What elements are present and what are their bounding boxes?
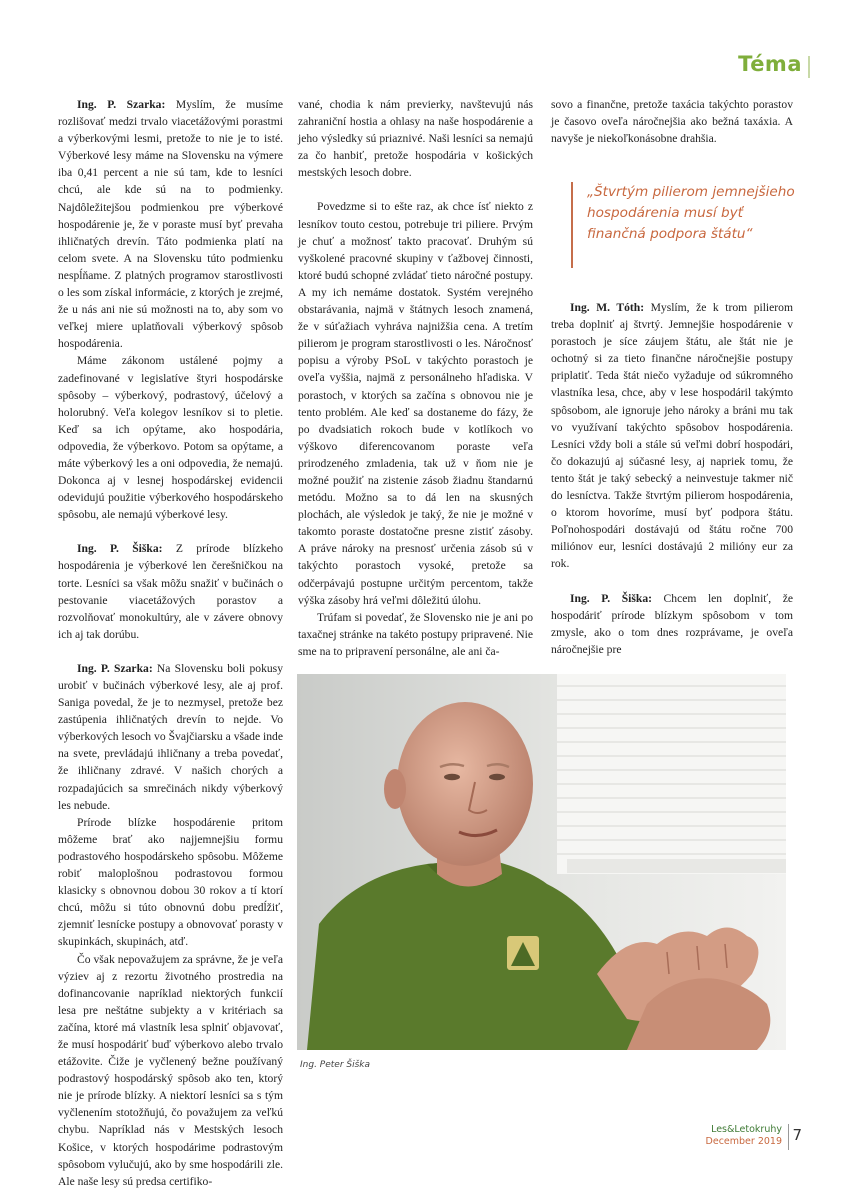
issue-date: December 2019 [705, 1136, 782, 1147]
section-label: Téma [738, 52, 802, 76]
photo-caption: Ing. Peter Šiška [300, 1060, 371, 1070]
article-column-2 [298, 96, 533, 660]
paragraph [298, 96, 533, 181]
magazine-name: Les&Letokruhy [711, 1124, 782, 1135]
footer-divider [788, 1124, 789, 1150]
paragraph [58, 660, 283, 814]
speaker-name: Ing. P. Šiška: [77, 542, 163, 556]
paragraph-text: vané, chodia k nám previerky, navštevujú nás zahraniční hostia a ohlasy na naše hospodárenie a jeho výsledky sú priaznivé. Naši lesníci sa nemajú za čo hanbiť, pretože hospodária v košických mestských lesoch dobre. [298, 98, 533, 180]
paragraph-text: Na Slovensku boli pokusy urobiť v bučinách výberkové lesy, ale aj prof. Saniga povedal, že je to nezmysel, pretože bez zastúpenia ihličnatých drevín to nejde. Vo výberkových lesoch vo Švajčiarsku a všade inde na svete, prevládajú ihličnany a treba povedať, že ihličnany zdravé. V našich chorých a rozpadajúcich sa smrečinách nikdy výberkový les nebude. [58, 661, 283, 812]
paragraph [551, 96, 793, 147]
paragraph [58, 352, 283, 523]
paragraph-text: Čo však nepovažujem za správne, že je veľa výziev aj z rezortu životného prostredia na dofinancovanie napríklad niektorých funkcií lesa pre neštátne subjekty a v kritériach sa začína, ktoré má vlastník lesa splniť objavovať, že musí hospodáriť buď výberkovo alebo trvalo etážovite. Čiže je vyčlenený bežne používaný podrastový hospodárský spôsob ako ten, ktorý nie je prírode blízky. A niektorí lesníci sa s tým vyčlenením stotožňujú, čo považujem za veľkú chybu. Napríklad nás v Mestských lesoch Košice, v ktorých hospodárime podrastovým spôsobom vylučujú, ako by sme hospodárili zle. Ale naše lesy sú predsa certifiko- [58, 952, 283, 1188]
speaker-name: Ing. M. Tóth: [570, 301, 645, 314]
paragraph-text: Prírode blízke hospodárenie pritom môžeme brať ako najjemnejšiu formu podrastového hospodárskeho spôsobu. Môžeme robiť maloplošnou podrastovou formou klasicky s obnovnou dobou 30 rokov a tí ktorí chcú, môžu si túto obnovnú dobu predĺžiť, zjemniť lesnícke postupy a obnovovať porasty v skupinkách, skupinách, atď. [58, 815, 283, 949]
article-column-3-top [551, 96, 793, 147]
speaker-name: Ing. P. Szarka: [77, 661, 153, 675]
paragraph-text: Z prírode blízkeho hospodárenia je výberkové len čerešničkou na torte. Lesníci sa však môžu snažiť v bučinách o pestovanie viacetážových porastov a rozvolňovať monokultúry, ale v závere obnovy ich aj tak dorúbu. [58, 542, 284, 641]
paragraph [551, 590, 793, 658]
page-number: 7 [792, 1126, 802, 1144]
paragraph [551, 299, 793, 573]
footer-brand [706, 1124, 782, 1148]
paragraph [298, 609, 533, 660]
article-column-3-bottom [551, 299, 793, 658]
paragraph-text: Máme zákonom ustálené pojmy a zadefinované v legislatíve štyri hospodárske spôsoby – výberkový, podrastový, účelový a holorubný. Veľa kolegov lesníkov si to pletie. Keď sa ich opýtame, ako hospodária, odpovedia, že výberkovo. Potom sa opýtame, a máte výberkový les a oni odpovedia, že nemajú. Dokonca aj v lesnej hospodárskej evidencii odevidujú použitie výberkového hospodárskeho spôsobu, ale nemajú výberkové lesy. [58, 354, 283, 522]
speaker-name: Ing. P. Szarka: [77, 98, 166, 111]
section-divider [808, 56, 810, 78]
paragraph [58, 951, 283, 1190]
interview-photo [297, 674, 786, 1050]
paragraph [298, 198, 533, 608]
speaker-name: Ing. P. Šiška: [570, 591, 652, 605]
paragraph-text: Chcem len doplniť, že hospodáriť prírode blízkym spôsobom v tom zmysle, ako o tom dnes rozprávame, je oveľa náročnejšie pre [551, 591, 794, 656]
paragraph-text: Povedzme si to ešte raz, ak chce ísť niekto z lesníkov touto cestou, potrebuje tri piliere. Prvým je chuť a možnosť takto pracovať. Druhým sú vyškolené pracovné skupiny v ťažbovej činnosti, ktoré budú schopné zvládať tieto náročné postupy. A my ich nemáme dostatok. Systém verejného obstarávania, najmä v štátnych lesoch znamená, že v súťažiach vyhráva najnižšia cena. A tretím pilierom je program starostlivosti o les. Náročnosť popisu a výroby PSoL v takýchto porastoch je oveľa vyššia, najmä z personálneho hľadiska. V porastoch, v ktorých sa začína s obnovou nie je tento problém. Ale keď sa dostaneme do fázy, že po dvadsiatich rokoch bude v kotlíkoch vo výškovo diferencovanom poraste veľa prirodzeného zmladenia, tak už v ňom nie je možné použiť na zistenie zásob žiadnu štandarnú metódu. Možno sa to dá len na skusných plochách, ale výsledok je taký, že nie je možné v takomto poraste dostatočne presne zistiť zásoby. A práve nároky na presnosť určenia zásob sú v takýchto porastoch vysoké, pretože sa odčerpávajú postupne určitým percentom, takže výška zásoby hrá veľmi dôležitú úlohu. [298, 200, 533, 607]
pull-quote: „Štvrtým pilierom jemnejšieho hospodárenia musí byť finančná podpora štátu“ [571, 182, 802, 268]
paragraph-text: Myslím, že k trom pilierom treba doplniť aj štvrtý. Jemnejšie hospodárenie v porastoch je síce záujem štátu, ale štát nie je ochotný si za tieto finančne náročnejšie postupy priplatiť. Teda štát niečo vyžaduje od súkromného vlastníka lesa, chce, aby v lese hospodáril takýmto spôsobom, ale ignoruje jeho nároky a bráni mu tak vo využívaní takýchto spôsobov hospodárenia. Lesníci vždy boli a stále sú veľmi dobrí hospodári, čo dokazujú aj súčasné lesy, aj napriek tomu, že tento štát je taký sebecký a neinvestuje takmer nič do lesníctva. Takže štvrtým pilierom hospodárenia, o ktorom hovoríme, musí byť podpora štátu. Poľnohospodári dostávajú od štátu ročne 700 miliónov eur, lesníci dostávajú 2 milióny eur za rok. [551, 301, 793, 571]
paragraph [58, 814, 283, 951]
paragraph-text: Trúfam si povedať, že Slovensko nie je ani po taxačnej stránke na takéto postupy pripravené. Nie sme na to pripravení personálne, ale ani ča- [298, 610, 533, 658]
article-column-1 [58, 96, 283, 1190]
paragraph-text: sovo a finančne, pretože taxácia takýchto porastov je časovo oveľa náročnejšia ako bežná taxáxia. A navyše je niekoľkonásobne drahšia. [551, 98, 793, 146]
paragraph [58, 96, 283, 352]
paragraph-text: Myslím, že musíme rozlišovať medzi trvalo viacetážovými porastmi a výberkovými lesmi, pretože to nie je to isté. Výberkové lesy máme na Slovensku na výmere iba 0,41 percent a nie sú tam, kde to lesníci chcú, ale kde sú na to podmienky. Najdôležitejšou podmienkou pre výberkové hospodárenie je, že v poraste musí byť prevaha ihličnatých drevín. Táto podmienka platí na celom svete. A na Slovensku túto podmienku nespĺňame. Z platných programov starostlivosti o les som získal informácie, z ktorých je zrejmé, že u nás ani nie sú možnosti na to, aby som vo veľkej miere uplatňovali výberkový spôsob hospodárenia. [58, 98, 283, 351]
paragraph [58, 540, 283, 643]
